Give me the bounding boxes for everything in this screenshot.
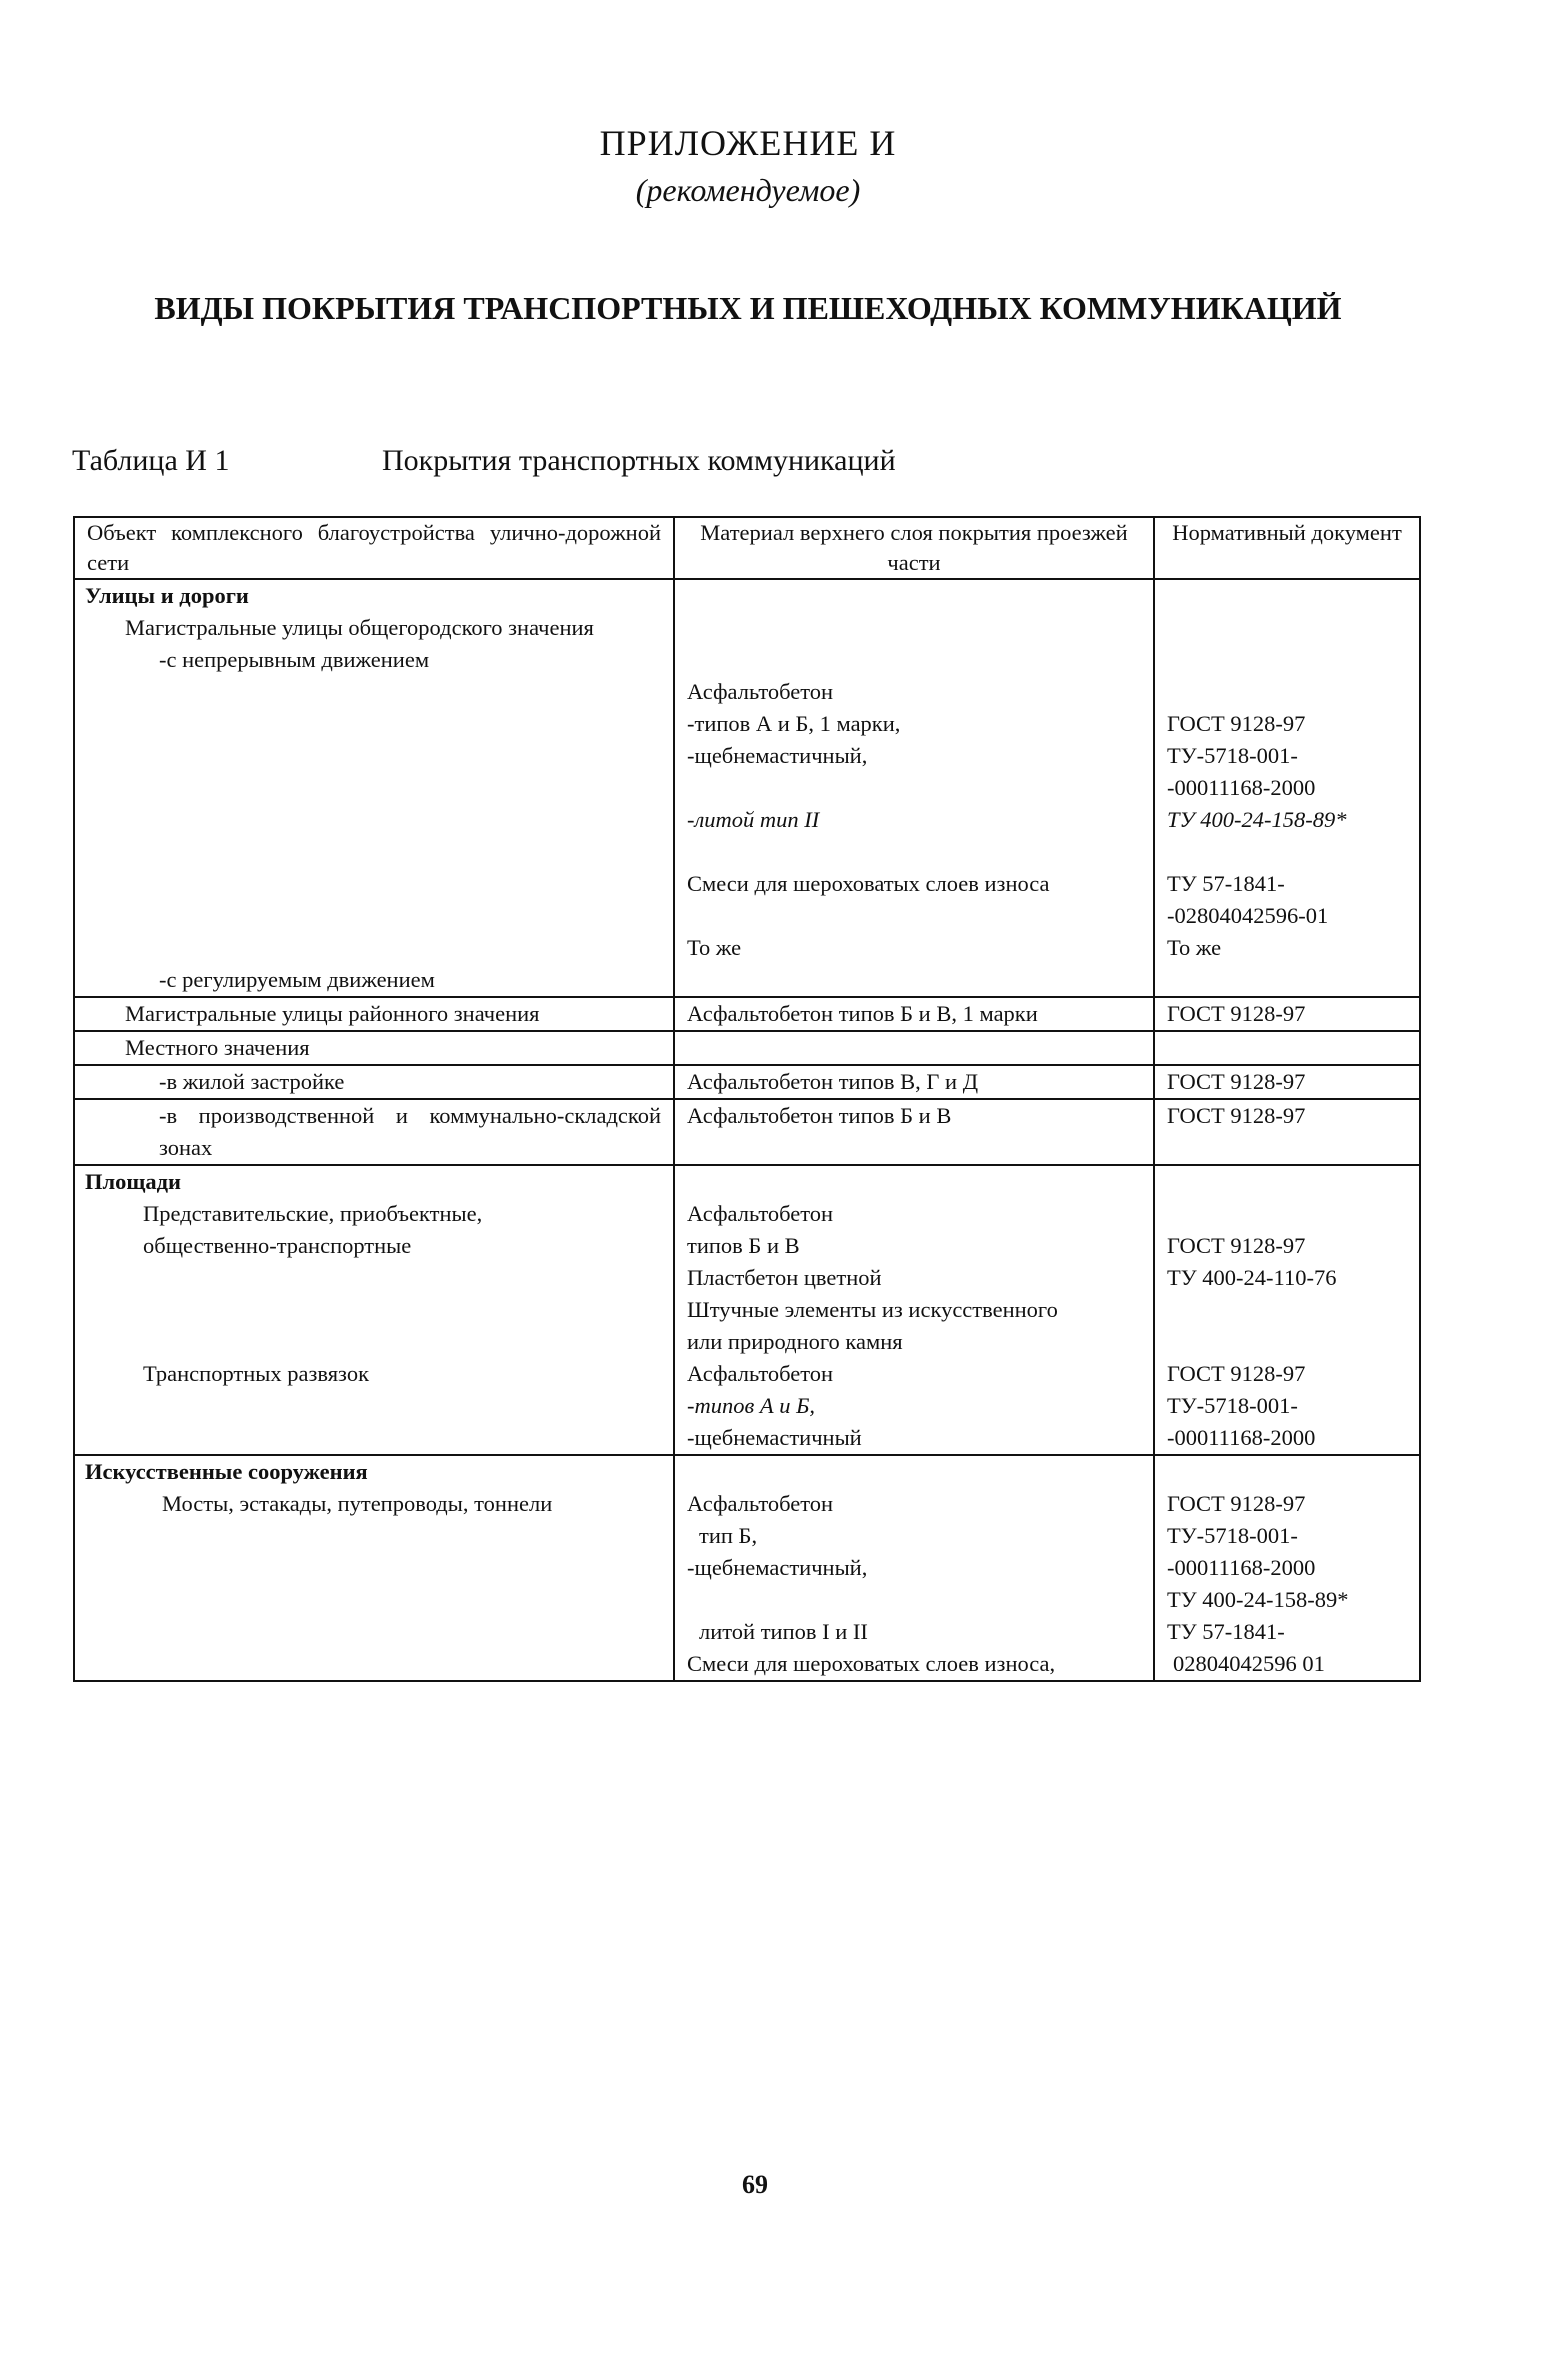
document-line: ТУ 57-1841- bbox=[1167, 871, 1285, 896]
document-line: -02804042596-01 bbox=[1167, 903, 1329, 928]
object-line: -с непрерывным движением bbox=[159, 647, 430, 672]
cell-object bbox=[74, 997, 674, 1031]
material-line: -типов А и Б, bbox=[687, 1393, 816, 1418]
material-line: типов Б и В bbox=[687, 1233, 800, 1258]
spacer bbox=[1167, 580, 1407, 708]
header-document: Нормативный документ bbox=[1154, 517, 1420, 579]
document-line: ГОСТ 9128-97 bbox=[1167, 711, 1306, 736]
material-line: Асфальтобетон типов В, Г и Д bbox=[687, 1069, 979, 1094]
cell-object bbox=[74, 1065, 674, 1099]
cell-document bbox=[1154, 1065, 1420, 1099]
spacer bbox=[1167, 1456, 1407, 1488]
spacer bbox=[687, 900, 1141, 932]
document-line: ТУ 400-24-110-76 bbox=[1167, 1265, 1337, 1290]
cell-document bbox=[1154, 1099, 1420, 1165]
cell-document bbox=[1154, 579, 1420, 997]
table-row bbox=[74, 1099, 1420, 1165]
cell-document bbox=[1154, 1455, 1420, 1681]
spacer bbox=[1167, 836, 1407, 868]
table-title: Покрытия транспортных коммуникаций bbox=[382, 444, 896, 477]
page-number: 69 bbox=[742, 2170, 768, 2199]
cell-document bbox=[1154, 997, 1420, 1031]
table-header-row bbox=[74, 517, 1420, 579]
appendix-status: (рекомендуемое) bbox=[635, 172, 861, 208]
object-line: общественно-транспортные bbox=[143, 1233, 412, 1258]
document-line: ТУ 57-1841- bbox=[1167, 1619, 1285, 1644]
spacer bbox=[687, 580, 1141, 676]
document-line: ГОСТ 9128-97 bbox=[1167, 1103, 1306, 1128]
document-title: ВИДЫ ПОКРЫТИЯ ТРАНСПОРТНЫХ И ПЕШЕХОДНЫХ КОММУНИКАЦИЙ bbox=[154, 290, 1342, 326]
cell-object bbox=[74, 579, 674, 997]
object-line: Транспортных развязок bbox=[143, 1361, 369, 1386]
material-line: Асфальтобетон типов Б и В, 1 марки bbox=[687, 1001, 1038, 1026]
material-line: Штучные элементы из искусственного bbox=[687, 1297, 1058, 1322]
section-heading: Площади bbox=[85, 1169, 181, 1194]
document-line: ТУ-5718-001- bbox=[1167, 743, 1298, 768]
appendix-heading: ПРИЛОЖЕНИЕ И bbox=[599, 123, 897, 163]
document-line: ТУ 400-24-158-89* bbox=[1167, 807, 1347, 832]
spacer bbox=[687, 1166, 1141, 1198]
document-line: -00011168-2000 bbox=[1167, 1555, 1316, 1580]
object-line: Магистральные улицы общегородского значения bbox=[125, 615, 594, 640]
document-line: ГОСТ 9128-97 bbox=[1167, 1491, 1306, 1516]
cell-material bbox=[674, 1031, 1154, 1065]
cell-material bbox=[674, 1455, 1154, 1681]
spacer bbox=[687, 1584, 1141, 1616]
section-heading: Улицы и дороги bbox=[85, 583, 249, 608]
document-line: То же bbox=[1167, 935, 1222, 960]
spacer bbox=[87, 1262, 661, 1358]
material-line: -щебнемастичный bbox=[687, 1425, 862, 1450]
section-heading: Искусственные сооружения bbox=[85, 1459, 368, 1484]
material-line: Смеси для шероховатых слоев износа bbox=[687, 871, 1050, 896]
material-line: -литой тип II bbox=[687, 807, 820, 832]
material-line: -типов А и Б, 1 марки, bbox=[687, 711, 901, 736]
material-line: -щебнемастичный, bbox=[687, 1555, 868, 1580]
document-line: 02804042596 01 bbox=[1173, 1651, 1325, 1676]
material-line: Смеси для шероховатых слоев износа, bbox=[687, 1651, 1056, 1676]
cell-object bbox=[74, 1455, 674, 1681]
header-material: Материал верхнего слоя покрытия проезжей части bbox=[674, 517, 1154, 579]
object-line: -в жилой застройке bbox=[159, 1069, 345, 1094]
document-line: ГОСТ 9128-97 bbox=[1167, 1069, 1306, 1094]
document-line: ГОСТ 9128-97 bbox=[1167, 1361, 1306, 1386]
spacer bbox=[687, 772, 1141, 804]
material-line: Пластбетон цветной bbox=[687, 1265, 882, 1290]
material-line: -щебнемастичный, bbox=[687, 743, 868, 768]
material-line: То же bbox=[687, 935, 742, 960]
object-line: Мосты, эстакады, путепроводы, тоннели bbox=[162, 1491, 553, 1516]
table-row bbox=[74, 1455, 1420, 1681]
object-line: Местного значения bbox=[125, 1035, 310, 1060]
material-line: Асфальтобетон bbox=[687, 1201, 834, 1226]
coverage-table bbox=[73, 516, 1421, 1682]
material-line: литой типов I и II bbox=[699, 1619, 868, 1644]
spacer bbox=[687, 1456, 1141, 1488]
document-line: ГОСТ 9128-97 bbox=[1167, 1001, 1306, 1026]
material-line: Асфальтобетон bbox=[687, 1491, 834, 1516]
spacer bbox=[687, 836, 1141, 868]
cell-material bbox=[674, 1099, 1154, 1165]
document-line: -00011168-2000 bbox=[1167, 775, 1316, 800]
cell-object bbox=[74, 1165, 674, 1455]
document-line: -00011168-2000 bbox=[1167, 1425, 1316, 1450]
material-line bbox=[687, 1032, 1141, 1064]
cell-document bbox=[1154, 1031, 1420, 1065]
spacer bbox=[87, 676, 661, 964]
cell-document bbox=[1154, 1165, 1420, 1455]
material-line: Асфальтобетон bbox=[687, 1361, 834, 1386]
cell-material bbox=[674, 997, 1154, 1031]
material-line: Асфальтобетон типов Б и В bbox=[687, 1103, 952, 1128]
document-line: ГОСТ 9128-97 bbox=[1167, 1233, 1306, 1258]
object-line: -в производственной и коммунально-складской зонах bbox=[159, 1103, 661, 1160]
table-row bbox=[74, 1031, 1420, 1065]
cell-material bbox=[674, 1065, 1154, 1099]
object-line: Магистральные улицы районного значения bbox=[125, 1001, 540, 1026]
table-number: Таблица И 1 bbox=[72, 444, 230, 477]
cell-material bbox=[674, 1165, 1154, 1455]
header-object: Объект комплексного благоустройства улично-дорожной сети bbox=[74, 517, 674, 579]
material-line: Асфальтобетон bbox=[687, 679, 834, 704]
object-line: Представительские, приобъектные, bbox=[143, 1201, 483, 1226]
document-line: ТУ-5718-001- bbox=[1167, 1393, 1298, 1418]
material-line: или природного камня bbox=[687, 1329, 903, 1354]
spacer bbox=[1167, 1294, 1407, 1358]
table-row bbox=[74, 1065, 1420, 1099]
table-row bbox=[74, 1165, 1420, 1455]
object-line: -с регулируемым движением bbox=[159, 967, 435, 992]
cell-object bbox=[74, 1099, 674, 1165]
cell-object bbox=[74, 1031, 674, 1065]
material-line: тип Б, bbox=[699, 1523, 758, 1548]
document-line: ТУ 400-24-158-89* bbox=[1167, 1587, 1349, 1612]
cell-material bbox=[674, 579, 1154, 997]
document-line bbox=[1167, 1032, 1407, 1064]
document-line: ТУ-5718-001- bbox=[1167, 1523, 1298, 1548]
table-row bbox=[74, 579, 1420, 997]
spacer bbox=[1167, 1166, 1407, 1230]
table-row bbox=[74, 997, 1420, 1031]
